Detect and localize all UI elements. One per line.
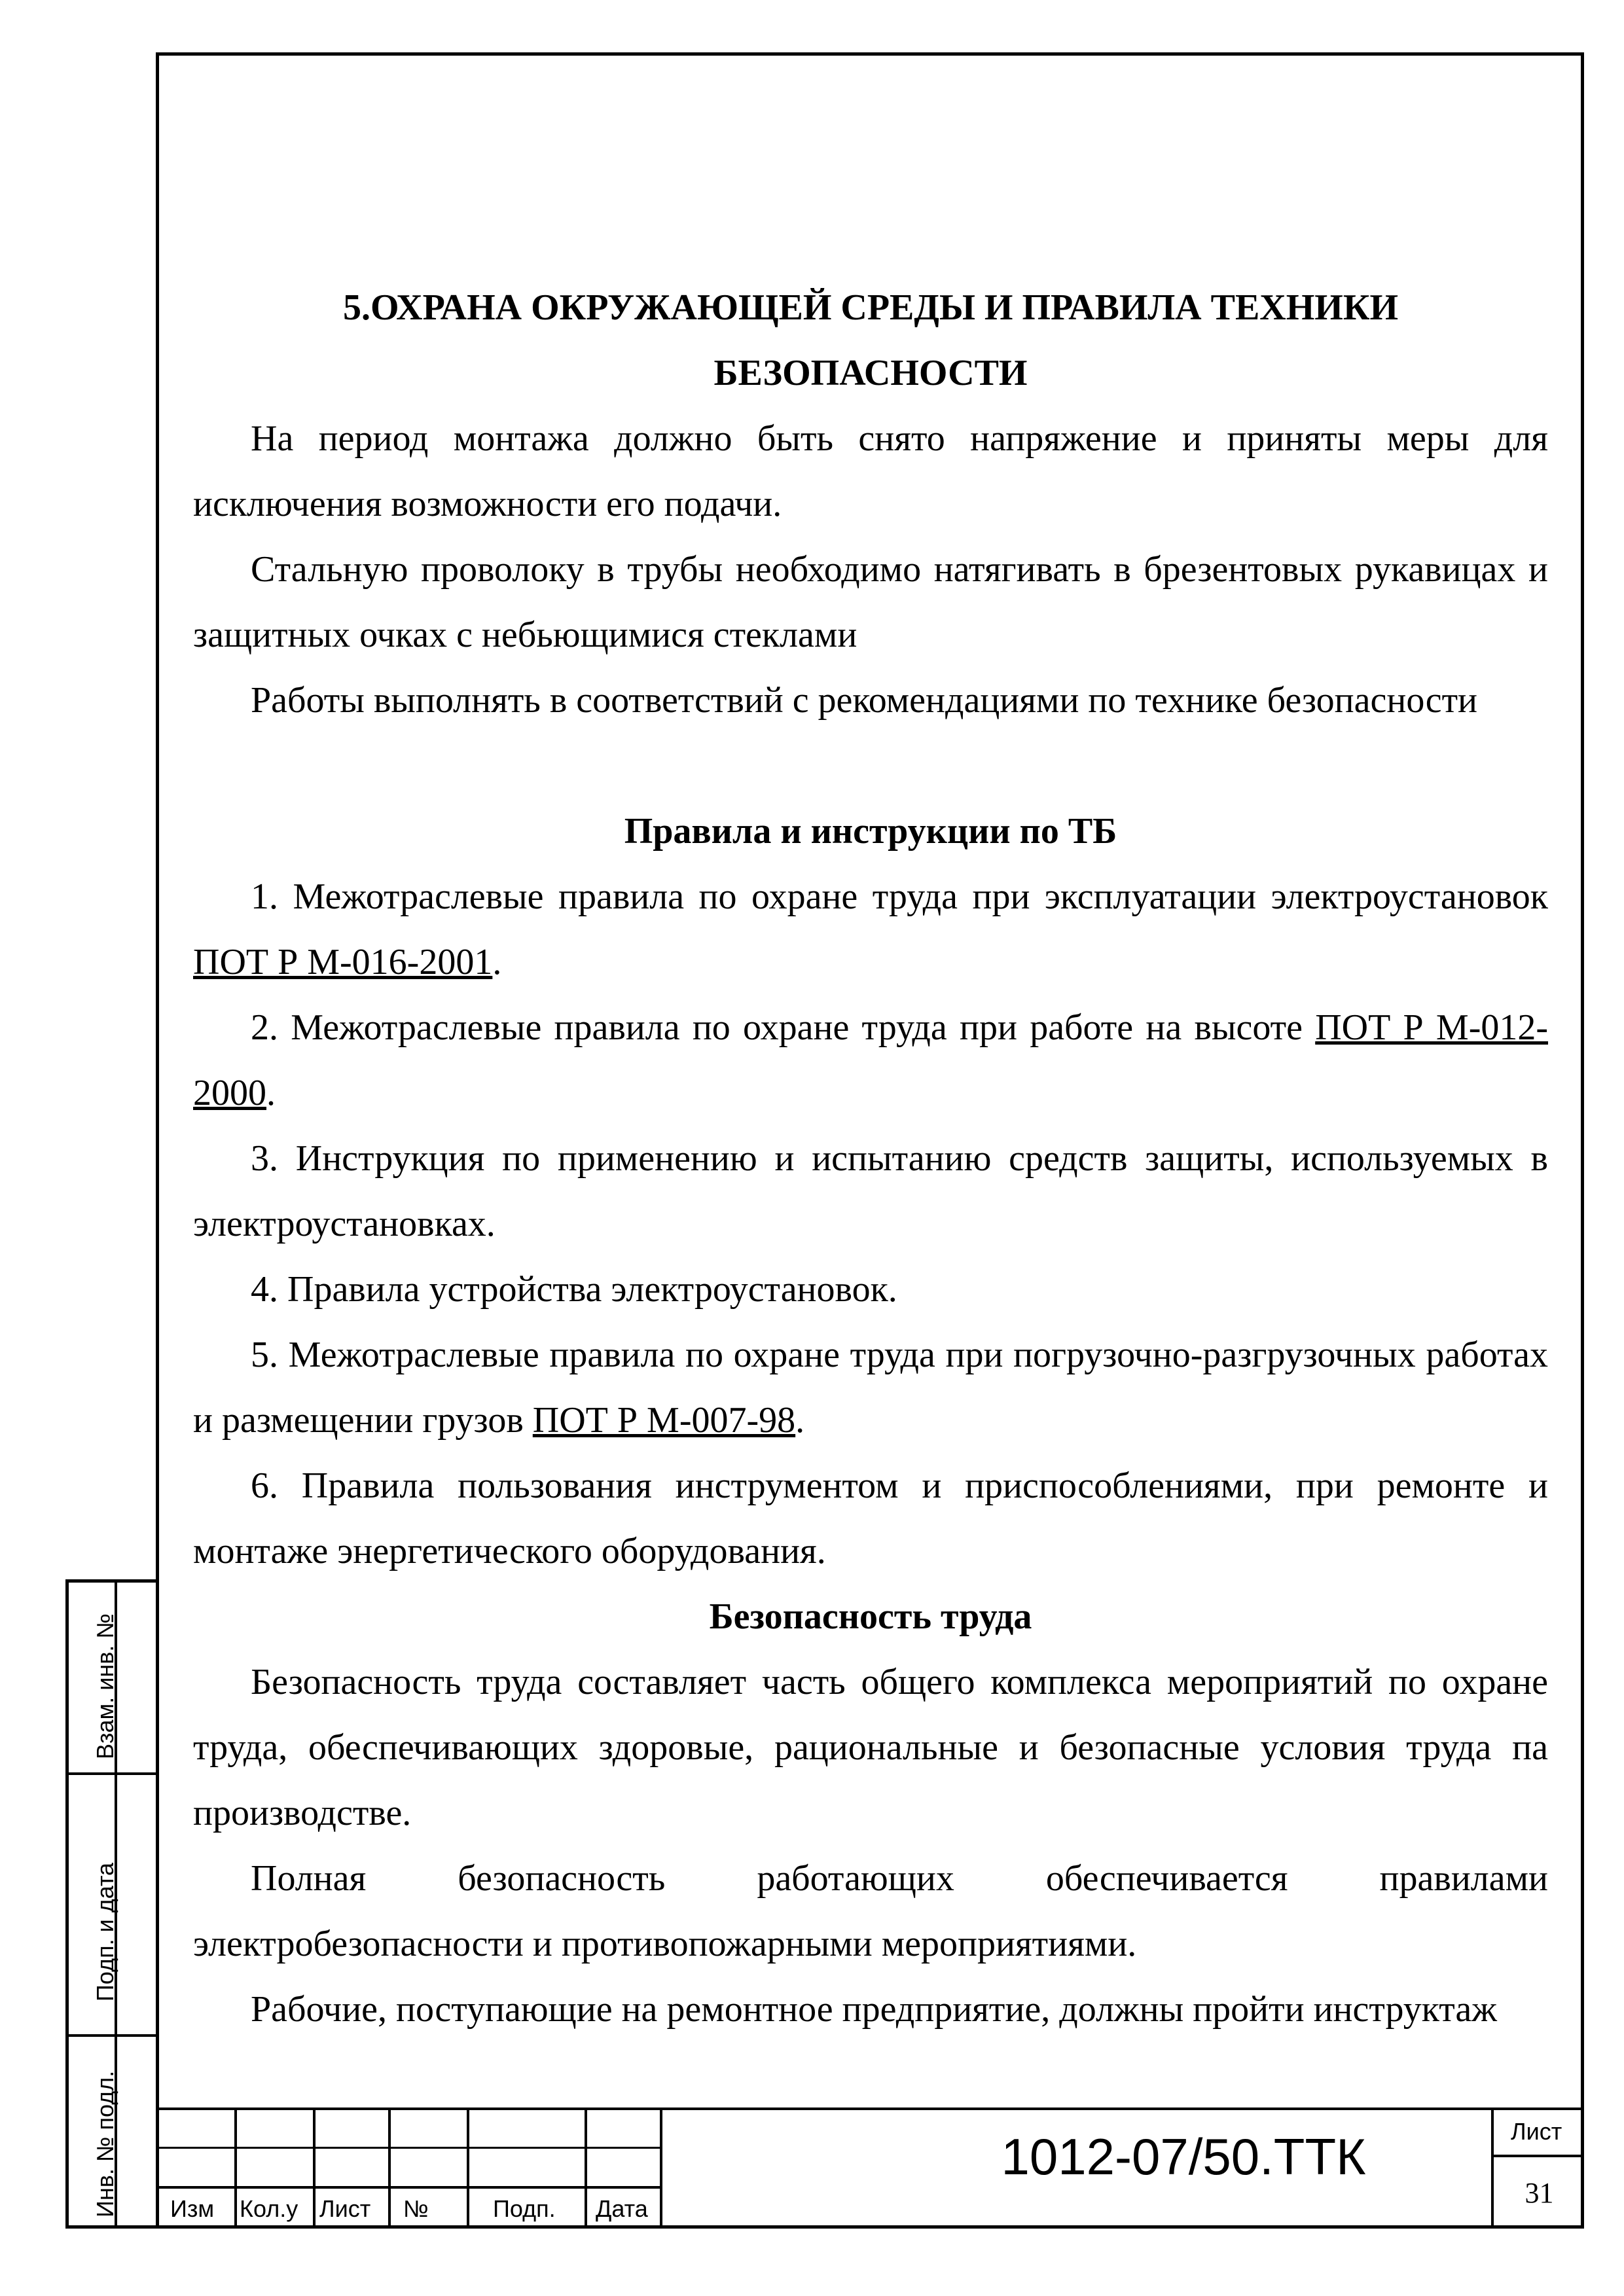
rule-item: 6. Правила пользования инструментом и приспособлениями, при ремонте и монтаже энергетического оборудования. (193, 1465, 1548, 1571)
rule-item: 1. Межотраслевые правила по охране труда при эксплуатации электроустановок ПОТ Р М-016-2001. (193, 876, 1548, 982)
tb-col-line (467, 2108, 469, 2229)
header-num: № (403, 2195, 429, 2222)
intro-paragraph: На период монтажа должно быть снято напряжение и приняты меры для исключения возможности его подачи. (193, 418, 1548, 524)
section-title-line2: БЕЗОПАСНОСТИ (713, 353, 1028, 393)
standard-link[interactable]: ПОТ Р М-016-2001 (193, 942, 493, 982)
safety-paragraph: Безопасность труда составляет часть общего комплекса мероприятий по охране труда, обеспечивающих здоровые, рациональные и безопасные условия труда па производстве. (193, 1662, 1548, 1833)
tb-col-line (1491, 2108, 1494, 2229)
standard-link[interactable]: ПОТ Р М-012-2000 (193, 1007, 1549, 1113)
tb-col-line (313, 2108, 316, 2229)
tb-row-line (1491, 2155, 1584, 2157)
standard-link[interactable]: ПОТ Р М-007-98 (532, 1400, 796, 1441)
header-kolu: Кол.у (240, 2195, 298, 2222)
rule-item: 3. Инструкция по применению и испытанию средств защиты, используемых в электроустановках. (193, 1138, 1548, 1244)
header-list: Лист (319, 2195, 371, 2222)
side-divider (69, 1772, 159, 1775)
tb-col-line (660, 2108, 662, 2229)
header-izm: Изм (170, 2195, 215, 2222)
side-stamp (65, 1579, 156, 2229)
header-data: Дата (596, 2195, 648, 2222)
intro-paragraph: Работы выполнять в соответствий с рекомендациями по технике безопасности (251, 680, 1478, 721)
side-divider (69, 2034, 159, 2037)
header-podp: Подп. (493, 2195, 556, 2222)
tb-col-line (388, 2108, 391, 2229)
tb-col-line (234, 2108, 237, 2229)
document-body (193, 275, 1548, 2042)
tb-top-line (156, 2108, 1584, 2110)
sheet-label: Лист (1511, 2118, 1562, 2145)
rule-item: 5. Межотраслевые правила по охране труда при погрузочно-разгрузочных работах и размещении грузов ПОТ Р М-007-98. (193, 1335, 1548, 1441)
safety-paragraph: Полная безопасность работающих обеспечивается правилами электробезопасности и противопожарными мероприятиями. (193, 1858, 1548, 1964)
title-block (156, 2108, 1584, 2229)
rules-heading: Правила и инструкции по ТБ (624, 811, 1117, 852)
side-label-vzam: Взам. инв. № (92, 1613, 118, 1759)
intro-paragraph: Стальную проволоку в трубы необходимо натягивать в брезентовых рукавицах и защитных очках с небьющимися стеклами (193, 549, 1548, 655)
tb-col-line (585, 2108, 587, 2229)
document-code: 1012-07/50.ТТК (1001, 2128, 1366, 2185)
rule-item: 4. Правила устройства электроустановок. (251, 1269, 897, 1310)
section-title-line1: 5.ОХРАНА ОКРУЖАЮЩЕЙ СРЕДЫ И ПРАВИЛА ТЕХНИКИ (342, 287, 1399, 328)
rule-item: 2. Межотраслевые правила по охране труда при работе на высоте ПОТ Р М-012-2000. (193, 1007, 1549, 1113)
safety-paragraph: Рабочие, поступающие на ремонтное предприятие, должны пройти инструктаж (251, 1989, 1497, 2030)
side-label-podp: Подп. и дата (92, 1862, 118, 2001)
sheet-number: 31 (1525, 2177, 1554, 2209)
spacer (193, 733, 1548, 798)
side-label-inv: Инв. № подл. (92, 2070, 118, 2217)
safety-heading: Безопасность труда (709, 1596, 1032, 1637)
